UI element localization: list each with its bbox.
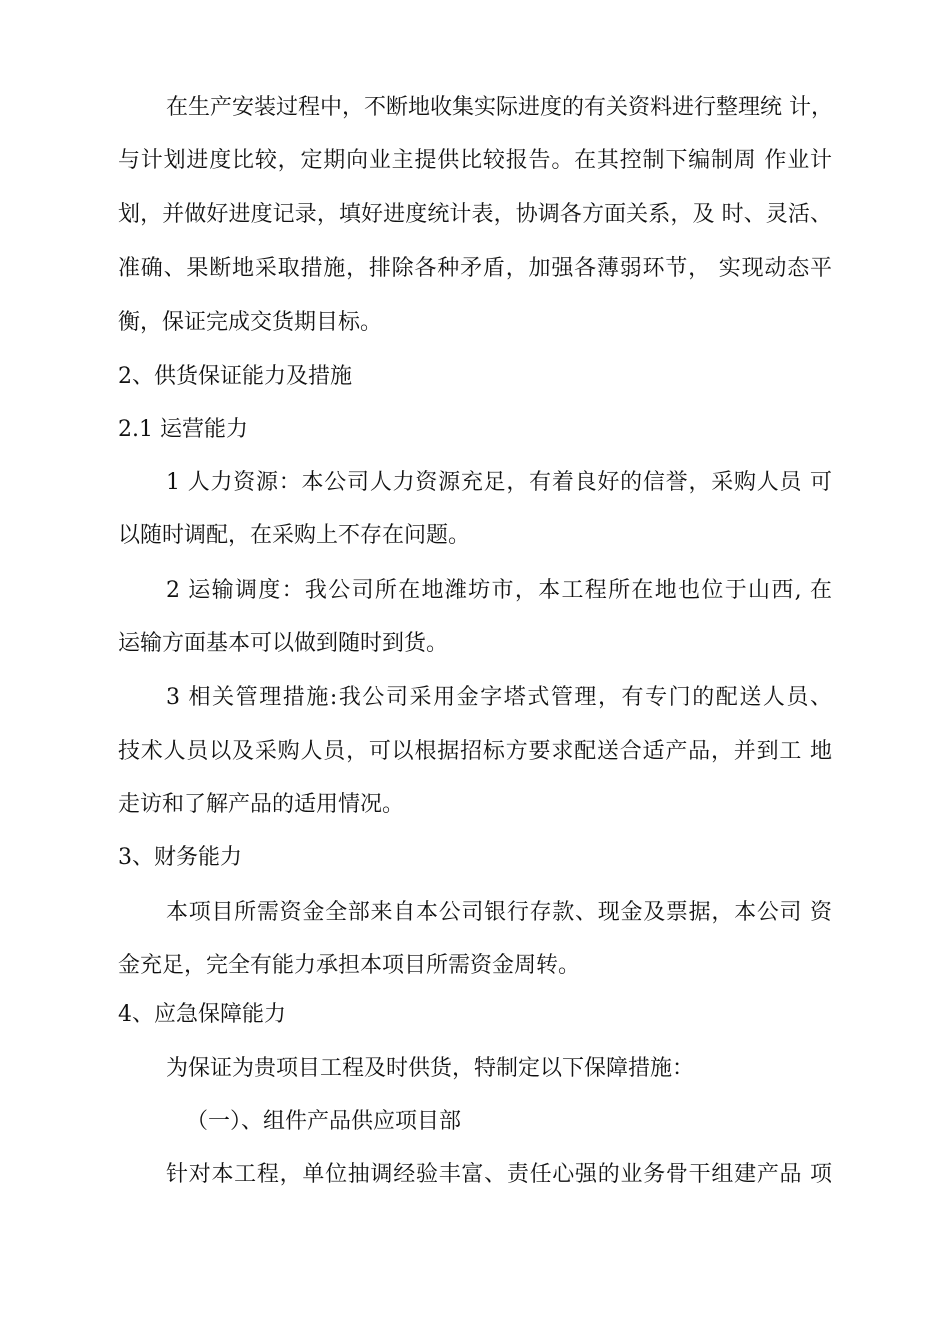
section-heading: 3、财务能力 (118, 845, 242, 870)
paragraph-line: 2 运输调度：我公司所在地潍坊市，本工程所在地也位于山西, 在 (166, 578, 832, 603)
section-heading: 4、应急保障能力 (118, 1002, 286, 1027)
paragraph-line: 针对本工程，单位抽调经验丰富、责任心强的业务骨干组建产品 项 (166, 1162, 832, 1187)
paragraph-line: 为保证为贵项目工程及时供货，特制定以下保障措施： (166, 1056, 695, 1081)
paragraph-line: 划，并做好进度记录，填好进度统计表，协调各方面关系，及 时、灵活、 (118, 202, 832, 227)
paragraph-line: 本项目所需资金全部来自本公司银行存款、现金及票据，本公司 资 (166, 900, 832, 925)
paragraph-line: 衡，保证完成交货期目标。 (118, 310, 383, 335)
section-heading: 2、供货保证能力及措施 (118, 364, 352, 389)
paragraph-line: 与计划进度比较，定期向业主提供比较报告。在其控制下编制周 作业计 (118, 148, 832, 173)
paragraph-line: 技术人员以及采购人员，可以根据招标方要求配送合适产品，并到工 地 (118, 739, 832, 764)
paragraph-line: 3 相关管理措施:我公司采用金字塔式管理，有专门的配送人员、 (166, 685, 832, 710)
paragraph-line: 以随时调配，在采购上不存在问题。 (118, 523, 471, 548)
paragraph-line: 1 人力资源：本公司人力资源充足，有着良好的信誉，采购人员 可 (166, 470, 832, 495)
paragraph-line: 走访和了解产品的适用情况。 (118, 792, 405, 817)
paragraph-line: 准确、果断地采取措施，排除各种矛盾，加强各薄弱环节， 实现动态平 (118, 256, 832, 281)
paragraph-line: 在生产安装过程中，不断地收集实际进度的有关资料进行整理统 计， (166, 95, 833, 120)
subsection-heading: 2.1 运营能力 (118, 417, 248, 442)
subheading: （一）、组件产品供应项目部 (186, 1109, 462, 1134)
paragraph-line: 运输方面基本可以做到随时到货。 (118, 631, 449, 656)
paragraph-line: 金充足，完全有能力承担本项目所需资金周转。 (118, 953, 581, 978)
